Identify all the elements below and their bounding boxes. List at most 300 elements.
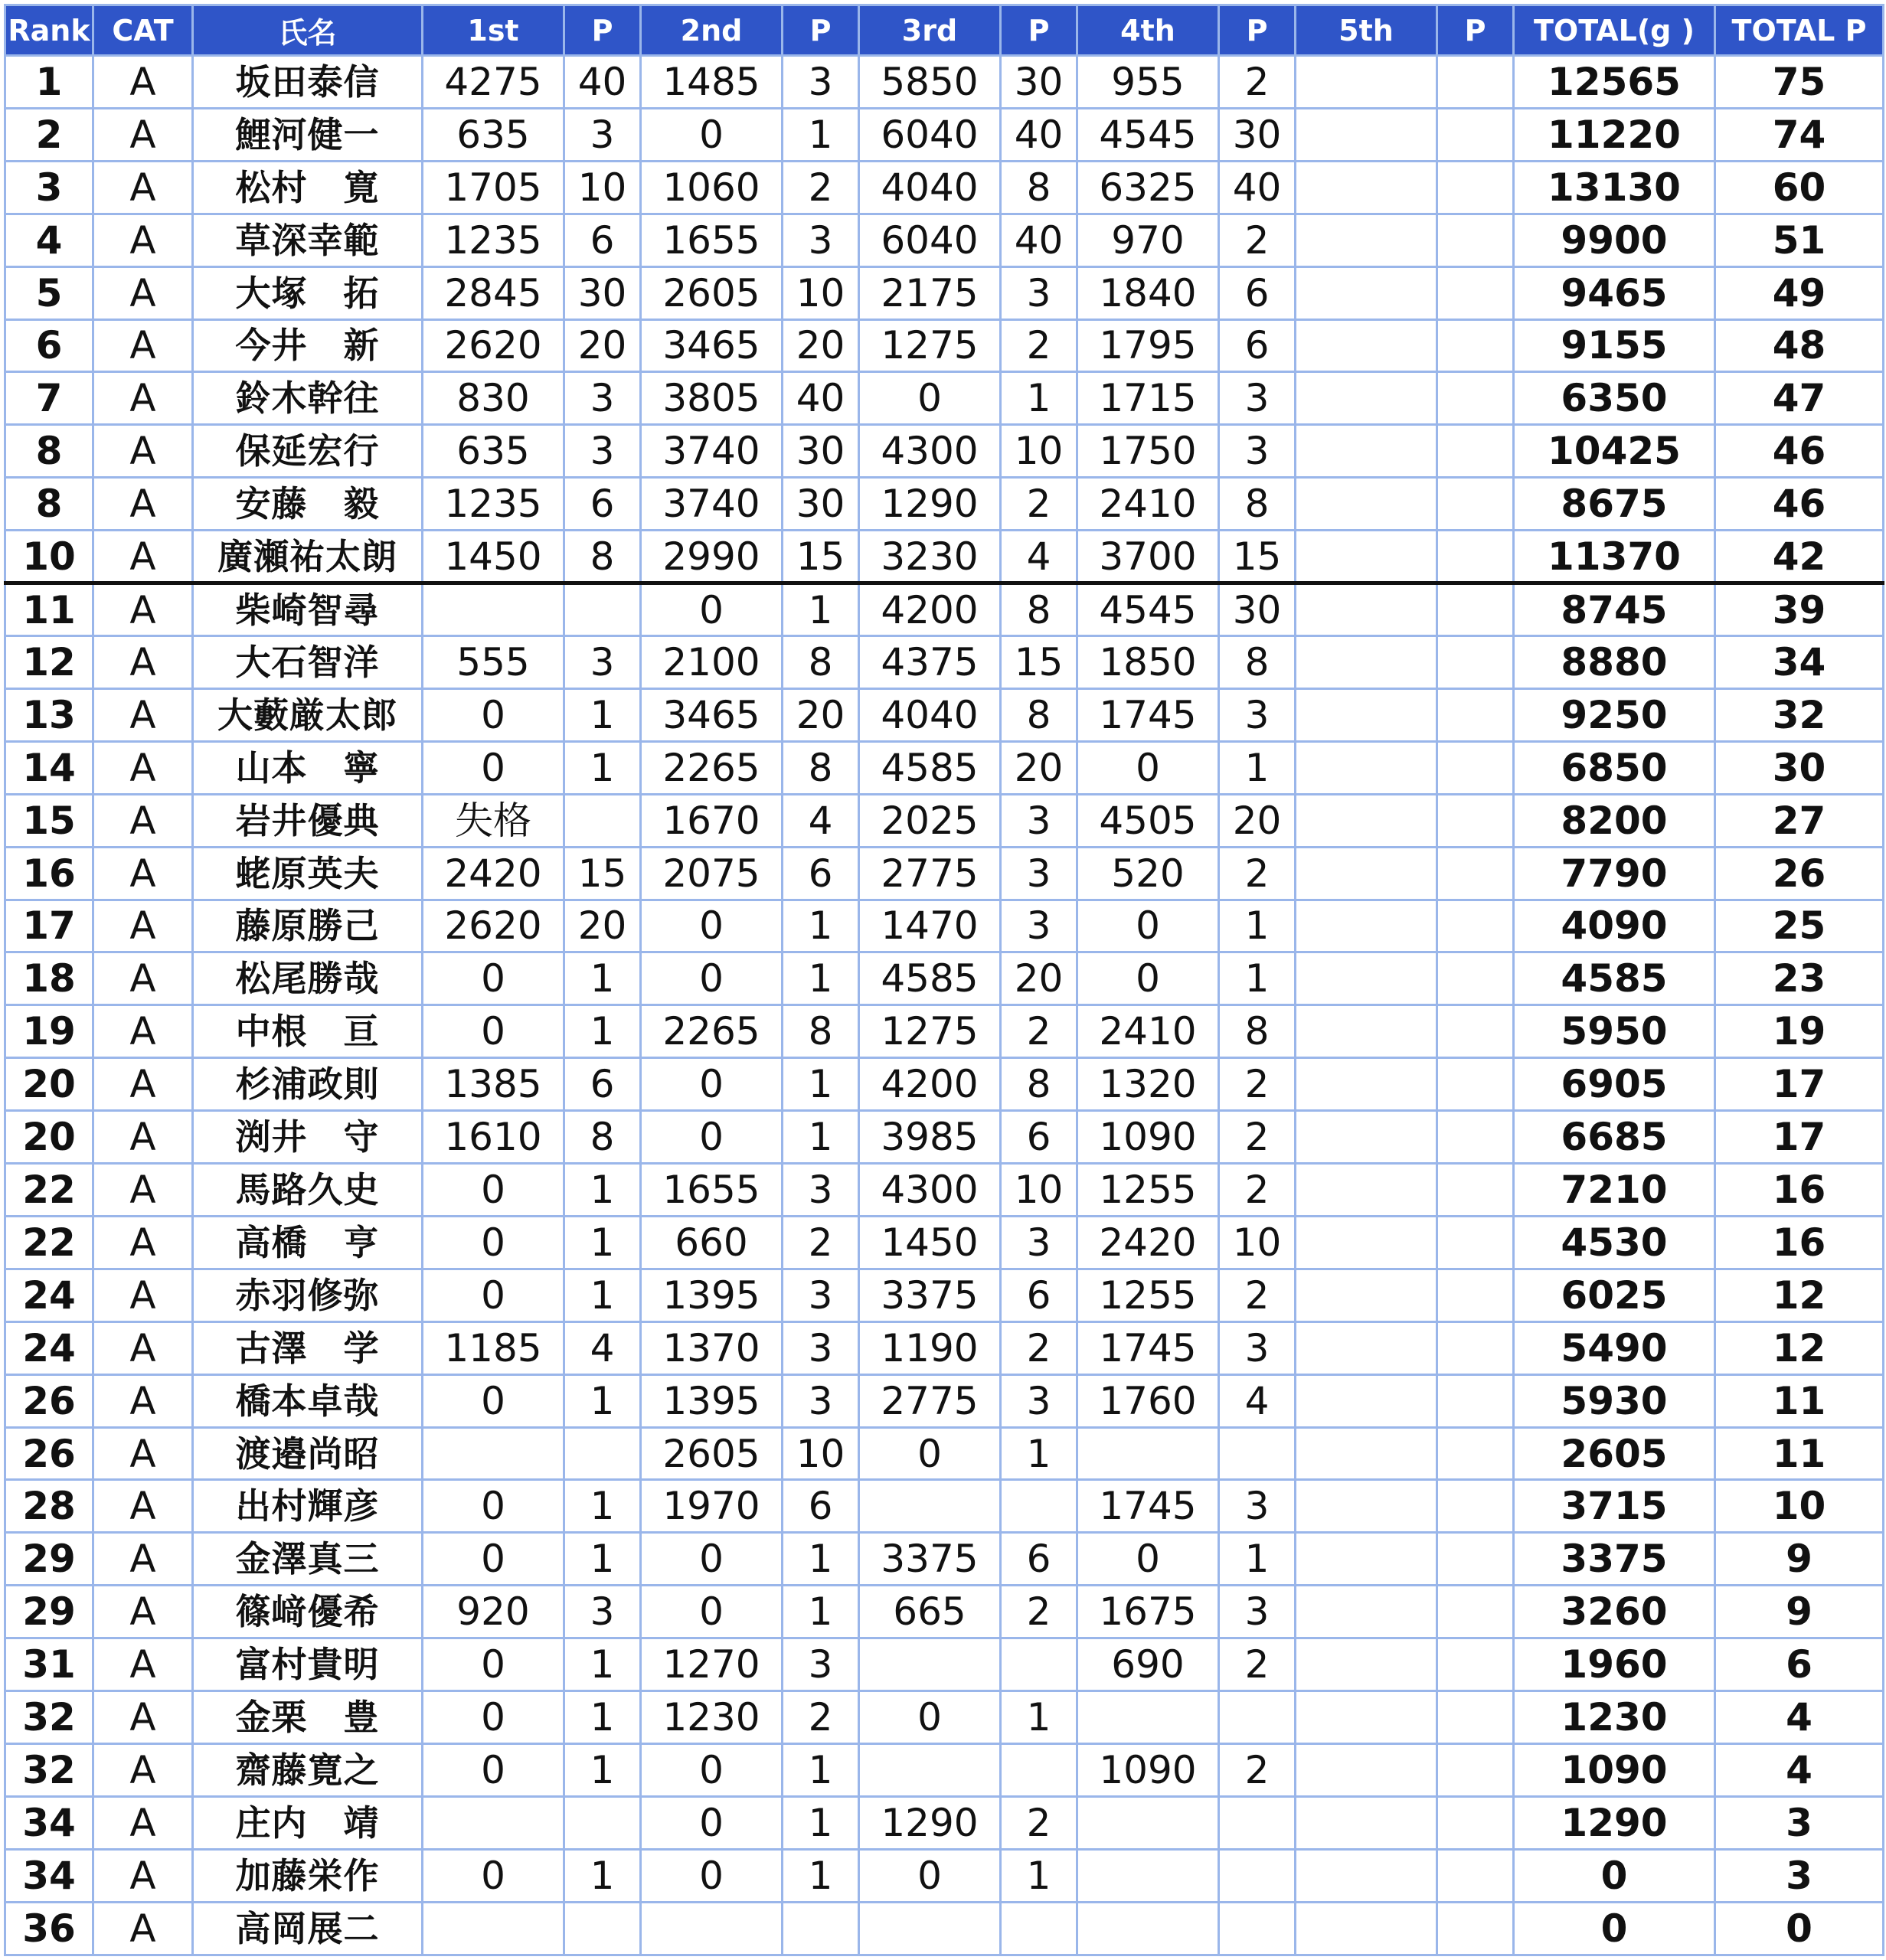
name-cell: 庄内 靖 bbox=[193, 1796, 423, 1849]
cat-cell: A bbox=[93, 952, 193, 1005]
r5-weight-cell bbox=[1296, 214, 1437, 266]
total-points-cell: 16 bbox=[1715, 1164, 1884, 1217]
r3-weight-cell: 0 bbox=[859, 1849, 1001, 1902]
r1-points-cell: 1 bbox=[564, 741, 641, 794]
table-row bbox=[5, 1480, 1884, 1533]
r3-weight-cell: 4300 bbox=[859, 425, 1001, 478]
total-weight-cell: 3375 bbox=[1514, 1533, 1715, 1586]
r1-weight-cell: 0 bbox=[423, 688, 564, 741]
name-cell: 大塚 拓 bbox=[193, 266, 423, 319]
r1-weight-cell: 1185 bbox=[423, 1321, 564, 1374]
r5-weight-cell bbox=[1296, 478, 1437, 531]
r1-points-cell bbox=[564, 1902, 641, 1955]
name-cell: 中根 亘 bbox=[193, 1005, 423, 1058]
name-cell: 赤羽修弥 bbox=[193, 1269, 423, 1321]
r1-points-cell: 1 bbox=[564, 1638, 641, 1691]
total-weight-cell: 2605 bbox=[1514, 1427, 1715, 1480]
r3-weight-cell: 4300 bbox=[859, 1164, 1001, 1217]
table-row bbox=[5, 1902, 1884, 1955]
r2-points-cell: 3 bbox=[783, 1321, 859, 1374]
r1-points-cell: 8 bbox=[564, 1111, 641, 1164]
r3-points-cell: 8 bbox=[1001, 583, 1077, 636]
cat-cell: A bbox=[93, 266, 193, 319]
r5-weight-cell bbox=[1296, 900, 1437, 952]
r5-weight-cell bbox=[1296, 372, 1437, 425]
r1-points-cell: 3 bbox=[564, 635, 641, 688]
r3-points-cell: 20 bbox=[1001, 741, 1077, 794]
cat-cell: A bbox=[93, 1480, 193, 1533]
table-row bbox=[5, 583, 1884, 636]
rank-cell: 5 bbox=[5, 266, 93, 319]
total-points-cell: 11 bbox=[1715, 1427, 1884, 1480]
r3-points-cell: 2 bbox=[1001, 1796, 1077, 1849]
rank-cell: 20 bbox=[5, 1058, 93, 1111]
r1-points-cell bbox=[564, 794, 641, 847]
r3-weight-cell: 0 bbox=[859, 1691, 1001, 1744]
r4-weight-cell: 1745 bbox=[1077, 1480, 1219, 1533]
r1-weight-cell: 2420 bbox=[423, 847, 564, 900]
r1-weight-cell: 920 bbox=[423, 1586, 564, 1638]
r1-points-cell: 1 bbox=[564, 1164, 641, 1217]
r5-points-cell bbox=[1437, 1321, 1514, 1374]
r2-points-cell: 1 bbox=[783, 1586, 859, 1638]
name-cell: 篠﨑優希 bbox=[193, 1586, 423, 1638]
rank-cell: 22 bbox=[5, 1216, 93, 1269]
table-row bbox=[5, 1058, 1884, 1111]
r5-weight-cell bbox=[1296, 1849, 1437, 1902]
col-header-name: 氏名 bbox=[193, 5, 423, 56]
r2-points-cell: 1 bbox=[783, 1849, 859, 1902]
rank-cell: 16 bbox=[5, 847, 93, 900]
total-weight-cell: 13130 bbox=[1514, 161, 1715, 214]
r2-points-cell: 1 bbox=[783, 108, 859, 161]
total-points-cell: 74 bbox=[1715, 108, 1884, 161]
r5-points-cell bbox=[1437, 1427, 1514, 1480]
rank-cell: 24 bbox=[5, 1269, 93, 1321]
col-header-total-grams: TOTAL(g ) bbox=[1514, 5, 1715, 56]
total-weight-cell: 8880 bbox=[1514, 635, 1715, 688]
name-cell: 松尾勝哉 bbox=[193, 952, 423, 1005]
r1-points-cell: 6 bbox=[564, 478, 641, 531]
col-header-5th-points: P bbox=[1437, 5, 1514, 56]
total-weight-cell: 3715 bbox=[1514, 1480, 1715, 1533]
r2-points-cell: 2 bbox=[783, 1691, 859, 1744]
r5-points-cell bbox=[1437, 1638, 1514, 1691]
rank-cell: 7 bbox=[5, 372, 93, 425]
cat-cell: A bbox=[93, 56, 193, 109]
total-weight-cell: 8200 bbox=[1514, 794, 1715, 847]
total-weight-cell: 7790 bbox=[1514, 847, 1715, 900]
r4-points-cell: 1 bbox=[1219, 741, 1296, 794]
r2-points-cell: 3 bbox=[783, 56, 859, 109]
total-points-cell: 48 bbox=[1715, 319, 1884, 372]
col-header-total-points: TOTAL P bbox=[1715, 5, 1884, 56]
r4-weight-cell: 1745 bbox=[1077, 688, 1219, 741]
r2-points-cell: 10 bbox=[783, 266, 859, 319]
total-weight-cell: 0 bbox=[1514, 1849, 1715, 1902]
total-weight-cell: 9155 bbox=[1514, 319, 1715, 372]
total-points-cell: 3 bbox=[1715, 1849, 1884, 1902]
r3-points-cell: 2 bbox=[1001, 1321, 1077, 1374]
name-cell: 杉浦政則 bbox=[193, 1058, 423, 1111]
r2-weight-cell: 1670 bbox=[641, 794, 783, 847]
r1-points-cell: 1 bbox=[564, 688, 641, 741]
r5-weight-cell bbox=[1296, 531, 1437, 583]
cat-cell: A bbox=[93, 1744, 193, 1797]
rank-cell: 34 bbox=[5, 1849, 93, 1902]
name-cell: 安藤 毅 bbox=[193, 478, 423, 531]
r5-weight-cell bbox=[1296, 1269, 1437, 1321]
total-weight-cell: 8745 bbox=[1514, 583, 1715, 636]
r5-points-cell bbox=[1437, 531, 1514, 583]
r1-weight-cell: 1610 bbox=[423, 1111, 564, 1164]
r1-points-cell: 1 bbox=[564, 1374, 641, 1427]
total-points-cell: 26 bbox=[1715, 847, 1884, 900]
table-row bbox=[5, 1111, 1884, 1164]
rank-cell: 4 bbox=[5, 214, 93, 266]
r5-points-cell bbox=[1437, 1216, 1514, 1269]
r3-weight-cell bbox=[859, 1744, 1001, 1797]
r4-weight-cell bbox=[1077, 1796, 1219, 1849]
r2-weight-cell: 2100 bbox=[641, 635, 783, 688]
table-row bbox=[5, 794, 1884, 847]
r5-weight-cell bbox=[1296, 794, 1437, 847]
r5-points-cell bbox=[1437, 688, 1514, 741]
r3-points-cell: 6 bbox=[1001, 1269, 1077, 1321]
col-header-1st: 1st bbox=[423, 5, 564, 56]
r1-weight-cell: 0 bbox=[423, 1005, 564, 1058]
rank-cell: 26 bbox=[5, 1374, 93, 1427]
r5-weight-cell bbox=[1296, 688, 1437, 741]
total-points-cell: 9 bbox=[1715, 1586, 1884, 1638]
r1-weight-cell bbox=[423, 1796, 564, 1849]
total-weight-cell: 11220 bbox=[1514, 108, 1715, 161]
r1-points-cell: 20 bbox=[564, 319, 641, 372]
r2-points-cell: 2 bbox=[783, 161, 859, 214]
rank-cell: 14 bbox=[5, 741, 93, 794]
r4-points-cell: 2 bbox=[1219, 1269, 1296, 1321]
r4-weight-cell: 2410 bbox=[1077, 1005, 1219, 1058]
total-points-cell: 49 bbox=[1715, 266, 1884, 319]
r3-points-cell: 40 bbox=[1001, 108, 1077, 161]
table-row bbox=[5, 56, 1884, 109]
r2-points-cell: 3 bbox=[783, 1638, 859, 1691]
r3-points-cell bbox=[1001, 1480, 1077, 1533]
cat-cell: A bbox=[93, 847, 193, 900]
rank-cell: 26 bbox=[5, 1427, 93, 1480]
r3-weight-cell: 0 bbox=[859, 1427, 1001, 1480]
name-cell: 渕井 守 bbox=[193, 1111, 423, 1164]
r5-points-cell bbox=[1437, 161, 1514, 214]
rank-cell: 13 bbox=[5, 688, 93, 741]
total-weight-cell: 0 bbox=[1514, 1902, 1715, 1955]
table-row bbox=[5, 319, 1884, 372]
r4-points-cell: 2 bbox=[1219, 1638, 1296, 1691]
r2-points-cell: 30 bbox=[783, 425, 859, 478]
r1-weight-cell bbox=[423, 1902, 564, 1955]
r4-points-cell: 3 bbox=[1219, 372, 1296, 425]
r5-points-cell bbox=[1437, 1849, 1514, 1902]
cat-cell: A bbox=[93, 1111, 193, 1164]
cat-cell: A bbox=[93, 1164, 193, 1217]
cat-cell: A bbox=[93, 1216, 193, 1269]
r4-weight-cell bbox=[1077, 1691, 1219, 1744]
rank-cell: 8 bbox=[5, 425, 93, 478]
r2-points-cell: 6 bbox=[783, 1480, 859, 1533]
r5-points-cell bbox=[1437, 1533, 1514, 1586]
r5-points-cell bbox=[1437, 952, 1514, 1005]
r3-points-cell: 4 bbox=[1001, 531, 1077, 583]
r2-weight-cell: 3740 bbox=[641, 478, 783, 531]
r4-points-cell: 3 bbox=[1219, 1321, 1296, 1374]
r1-weight-cell: 1235 bbox=[423, 478, 564, 531]
total-weight-cell: 8675 bbox=[1514, 478, 1715, 531]
r3-points-cell: 6 bbox=[1001, 1533, 1077, 1586]
cat-cell: A bbox=[93, 214, 193, 266]
r4-points-cell: 8 bbox=[1219, 635, 1296, 688]
r2-points-cell: 1 bbox=[783, 1744, 859, 1797]
r2-weight-cell: 0 bbox=[641, 1533, 783, 1586]
r5-weight-cell bbox=[1296, 1216, 1437, 1269]
r1-weight-cell: 0 bbox=[423, 1744, 564, 1797]
r4-weight-cell: 1320 bbox=[1077, 1058, 1219, 1111]
cat-cell: A bbox=[93, 688, 193, 741]
r5-weight-cell bbox=[1296, 1321, 1437, 1374]
r1-weight-cell: 0 bbox=[423, 952, 564, 1005]
r3-weight-cell: 1190 bbox=[859, 1321, 1001, 1374]
r3-weight-cell: 2775 bbox=[859, 1374, 1001, 1427]
name-cell: 馬路久史 bbox=[193, 1164, 423, 1217]
name-cell: 鯉河健一 bbox=[193, 108, 423, 161]
r4-weight-cell: 2410 bbox=[1077, 478, 1219, 531]
total-points-cell: 60 bbox=[1715, 161, 1884, 214]
r2-weight-cell: 2605 bbox=[641, 1427, 783, 1480]
r2-points-cell: 1 bbox=[783, 1533, 859, 1586]
r3-weight-cell: 1470 bbox=[859, 900, 1001, 952]
col-header-4th-points: P bbox=[1219, 5, 1296, 56]
r4-weight-cell: 1090 bbox=[1077, 1111, 1219, 1164]
table-row bbox=[5, 425, 1884, 478]
col-header-5th: 5th bbox=[1296, 5, 1437, 56]
r4-weight-cell: 3700 bbox=[1077, 531, 1219, 583]
total-weight-cell: 6685 bbox=[1514, 1111, 1715, 1164]
r5-points-cell bbox=[1437, 1586, 1514, 1638]
name-cell: 廣瀬祐太朗 bbox=[193, 531, 423, 583]
r1-points-cell: 1 bbox=[564, 1691, 641, 1744]
table-row bbox=[5, 1849, 1884, 1902]
r2-points-cell: 3 bbox=[783, 1164, 859, 1217]
header-row bbox=[5, 5, 1884, 56]
total-points-cell: 46 bbox=[1715, 478, 1884, 531]
r2-points-cell: 2 bbox=[783, 1216, 859, 1269]
r2-points-cell: 8 bbox=[783, 635, 859, 688]
r3-weight-cell: 3375 bbox=[859, 1533, 1001, 1586]
r1-points-cell: 3 bbox=[564, 1586, 641, 1638]
r5-points-cell bbox=[1437, 214, 1514, 266]
cat-cell: A bbox=[93, 635, 193, 688]
name-cell: 富村貴明 bbox=[193, 1638, 423, 1691]
r5-points-cell bbox=[1437, 794, 1514, 847]
rank-cell: 29 bbox=[5, 1586, 93, 1638]
cat-cell: A bbox=[93, 741, 193, 794]
col-header-2nd-points: P bbox=[783, 5, 859, 56]
r3-weight-cell: 5850 bbox=[859, 56, 1001, 109]
r5-points-cell bbox=[1437, 266, 1514, 319]
table-row bbox=[5, 266, 1884, 319]
r5-points-cell bbox=[1437, 900, 1514, 952]
total-points-cell: 16 bbox=[1715, 1216, 1884, 1269]
r1-points-cell: 40 bbox=[564, 56, 641, 109]
r3-points-cell bbox=[1001, 1744, 1077, 1797]
r2-points-cell: 6 bbox=[783, 847, 859, 900]
r2-weight-cell: 1060 bbox=[641, 161, 783, 214]
r1-weight-cell: 635 bbox=[423, 108, 564, 161]
total-points-cell: 47 bbox=[1715, 372, 1884, 425]
r3-weight-cell: 3985 bbox=[859, 1111, 1001, 1164]
r4-points-cell: 20 bbox=[1219, 794, 1296, 847]
r5-points-cell bbox=[1437, 1164, 1514, 1217]
r5-weight-cell bbox=[1296, 1480, 1437, 1533]
total-points-cell: 6 bbox=[1715, 1638, 1884, 1691]
cat-cell: A bbox=[93, 1586, 193, 1638]
r4-points-cell: 3 bbox=[1219, 1586, 1296, 1638]
r2-points-cell: 20 bbox=[783, 319, 859, 372]
r3-points-cell: 3 bbox=[1001, 266, 1077, 319]
r4-weight-cell: 520 bbox=[1077, 847, 1219, 900]
total-weight-cell: 11370 bbox=[1514, 531, 1715, 583]
cat-cell: A bbox=[93, 1902, 193, 1955]
total-points-cell: 75 bbox=[1715, 56, 1884, 109]
r5-weight-cell bbox=[1296, 847, 1437, 900]
r4-weight-cell: 1795 bbox=[1077, 319, 1219, 372]
rank-cell: 32 bbox=[5, 1744, 93, 1797]
r5-points-cell bbox=[1437, 1480, 1514, 1533]
rank-cell: 24 bbox=[5, 1321, 93, 1374]
r4-points-cell: 2 bbox=[1219, 1744, 1296, 1797]
r4-points-cell: 2 bbox=[1219, 1111, 1296, 1164]
table-row bbox=[5, 1216, 1884, 1269]
cat-cell: A bbox=[93, 372, 193, 425]
r5-weight-cell bbox=[1296, 1374, 1437, 1427]
r4-points-cell: 10 bbox=[1219, 1216, 1296, 1269]
total-points-cell: 0 bbox=[1715, 1902, 1884, 1955]
total-points-cell: 42 bbox=[1715, 531, 1884, 583]
r2-weight-cell: 1485 bbox=[641, 56, 783, 109]
r1-points-cell bbox=[564, 1796, 641, 1849]
table-row bbox=[5, 478, 1884, 531]
table-row bbox=[5, 1586, 1884, 1638]
r5-points-cell bbox=[1437, 847, 1514, 900]
r1-points-cell: 3 bbox=[564, 425, 641, 478]
total-points-cell: 34 bbox=[1715, 635, 1884, 688]
r5-weight-cell bbox=[1296, 1164, 1437, 1217]
r3-weight-cell: 4200 bbox=[859, 1058, 1001, 1111]
r3-weight-cell bbox=[859, 1902, 1001, 1955]
cat-cell: A bbox=[93, 1005, 193, 1058]
r5-weight-cell bbox=[1296, 1744, 1437, 1797]
r3-points-cell bbox=[1001, 1902, 1077, 1955]
r3-weight-cell: 4040 bbox=[859, 161, 1001, 214]
r1-points-cell: 4 bbox=[564, 1321, 641, 1374]
r4-points-cell: 2 bbox=[1219, 56, 1296, 109]
r1-points-cell: 6 bbox=[564, 1058, 641, 1111]
table-row bbox=[5, 214, 1884, 266]
r1-points-cell: 1 bbox=[564, 1480, 641, 1533]
r2-points-cell: 3 bbox=[783, 214, 859, 266]
r2-weight-cell: 0 bbox=[641, 1744, 783, 1797]
r4-weight-cell: 1750 bbox=[1077, 425, 1219, 478]
r4-points-cell bbox=[1219, 1427, 1296, 1480]
r3-points-cell: 2 bbox=[1001, 1005, 1077, 1058]
r2-weight-cell: 0 bbox=[641, 1796, 783, 1849]
total-weight-cell: 6350 bbox=[1514, 372, 1715, 425]
r2-points-cell: 10 bbox=[783, 1427, 859, 1480]
total-weight-cell: 6850 bbox=[1514, 741, 1715, 794]
name-cell: 金澤真三 bbox=[193, 1533, 423, 1586]
r4-weight-cell: 690 bbox=[1077, 1638, 1219, 1691]
r1-points-cell: 20 bbox=[564, 900, 641, 952]
r4-weight-cell: 970 bbox=[1077, 214, 1219, 266]
r2-points-cell: 1 bbox=[783, 1796, 859, 1849]
r1-weight-cell: 0 bbox=[423, 1269, 564, 1321]
r4-weight-cell: 1255 bbox=[1077, 1164, 1219, 1217]
cat-cell: A bbox=[93, 1427, 193, 1480]
r3-points-cell: 2 bbox=[1001, 478, 1077, 531]
name-cell: 柴崎智尋 bbox=[193, 583, 423, 636]
total-points-cell: 32 bbox=[1715, 688, 1884, 741]
total-points-cell: 27 bbox=[1715, 794, 1884, 847]
total-weight-cell: 9465 bbox=[1514, 266, 1715, 319]
r1-points-cell: 30 bbox=[564, 266, 641, 319]
r1-points-cell: 15 bbox=[564, 847, 641, 900]
r5-weight-cell bbox=[1296, 319, 1437, 372]
name-cell: 坂田泰信 bbox=[193, 56, 423, 109]
table-row bbox=[5, 900, 1884, 952]
r5-weight-cell bbox=[1296, 425, 1437, 478]
r4-weight-cell: 0 bbox=[1077, 952, 1219, 1005]
cat-cell: A bbox=[93, 1321, 193, 1374]
rank-cell: 34 bbox=[5, 1796, 93, 1849]
r2-weight-cell: 1395 bbox=[641, 1269, 783, 1321]
r2-weight-cell: 0 bbox=[641, 952, 783, 1005]
r4-weight-cell: 4505 bbox=[1077, 794, 1219, 847]
r3-weight-cell bbox=[859, 1638, 1001, 1691]
r2-weight-cell: 2265 bbox=[641, 741, 783, 794]
name-cell: 岩井優典 bbox=[193, 794, 423, 847]
r4-points-cell: 6 bbox=[1219, 319, 1296, 372]
r5-points-cell bbox=[1437, 372, 1514, 425]
r2-weight-cell: 3805 bbox=[641, 372, 783, 425]
name-cell: 山本 寧 bbox=[193, 741, 423, 794]
r1-weight-cell bbox=[423, 1427, 564, 1480]
cat-cell: A bbox=[93, 583, 193, 636]
r4-points-cell: 3 bbox=[1219, 688, 1296, 741]
total-weight-cell: 12565 bbox=[1514, 56, 1715, 109]
total-points-cell: 17 bbox=[1715, 1111, 1884, 1164]
r2-weight-cell bbox=[641, 1902, 783, 1955]
r2-points-cell: 1 bbox=[783, 900, 859, 952]
total-weight-cell: 4585 bbox=[1514, 952, 1715, 1005]
cat-cell: A bbox=[93, 425, 193, 478]
r1-weight-cell: 0 bbox=[423, 1533, 564, 1586]
cat-cell: A bbox=[93, 161, 193, 214]
table-row bbox=[5, 1638, 1884, 1691]
r1-weight-cell: 0 bbox=[423, 1480, 564, 1533]
cat-cell: A bbox=[93, 900, 193, 952]
r1-weight-cell: 0 bbox=[423, 1849, 564, 1902]
r5-points-cell bbox=[1437, 1796, 1514, 1849]
table-row bbox=[5, 847, 1884, 900]
